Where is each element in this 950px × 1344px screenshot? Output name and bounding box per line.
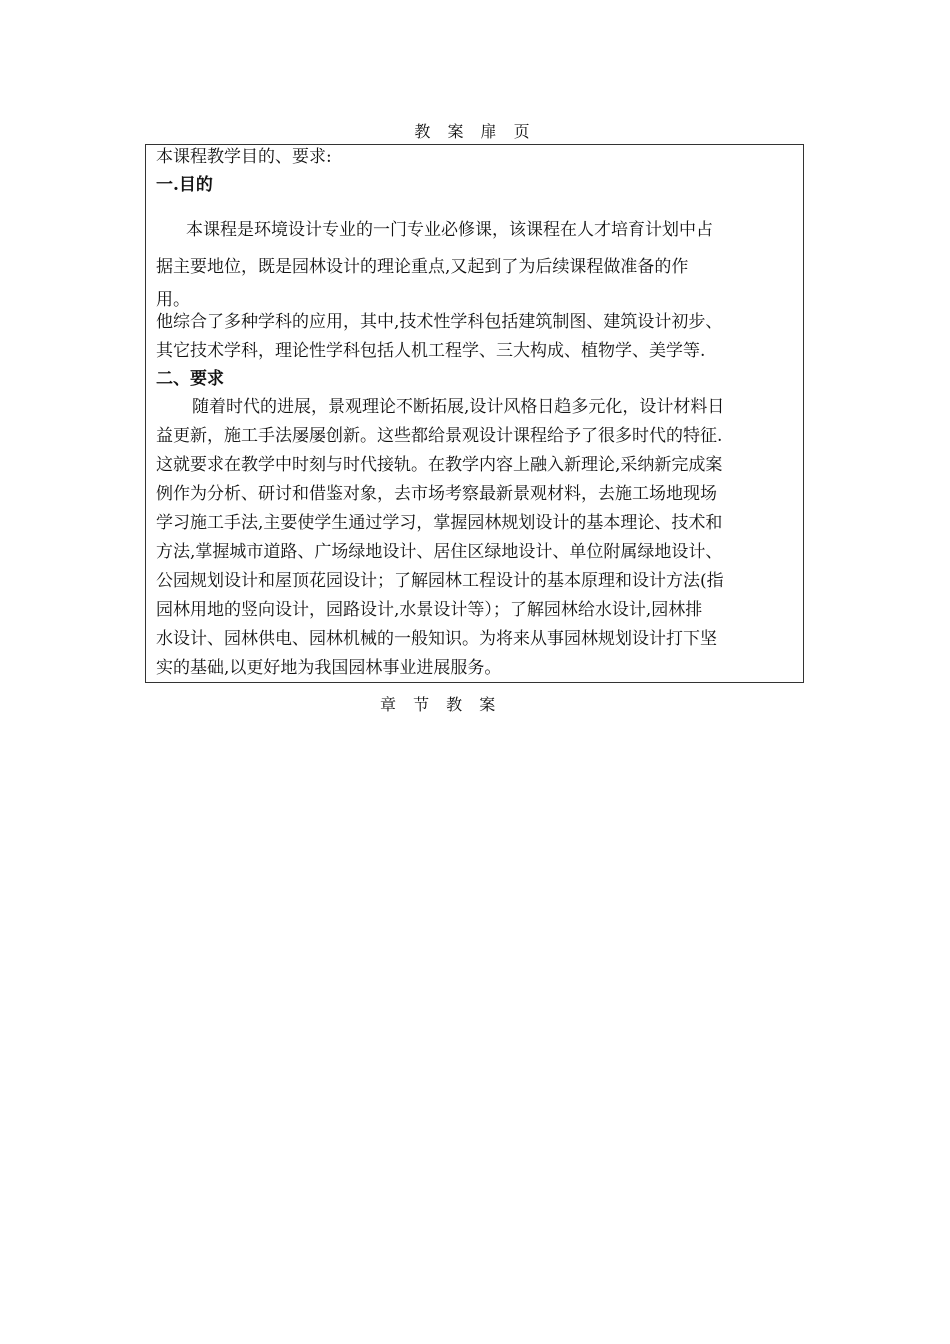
requirements-line: 学习施工手法,主要使学生通过学习，掌握园林规划设计的基本理论、技术和 (156, 513, 723, 533)
content-box (145, 144, 804, 683)
section-heading-purpose: 一.目的 (156, 175, 213, 195)
purpose-line: 他综合了多种学科的应用，其中,技术性学科包括建筑制图、建筑设计初步、 (156, 312, 723, 332)
purpose-line: 用。 (156, 290, 190, 310)
requirements-line: 方法,掌握城市道路、广场绿地设计、居住区绿地设计、单位附属绿地设计、 (156, 542, 723, 562)
purpose-line: 本课程是环境设计专业的一门专业必修课，该课程在人才培育计划中占 (186, 220, 713, 240)
intro-line: 本课程教学目的、要求: (156, 147, 332, 167)
requirements-line: 随着时代的进展，景观理论不断拓展,设计风格日趋多元化，设计材料日 (192, 397, 725, 417)
requirements-line: 例作为分析、研讨和借鉴对象，去市场考察最新景观材料，去施工场地现场 (156, 484, 717, 504)
requirements-line: 公园规划设计和屋顶花园设计；了解园林工程设计的基本原理和设计方法(指 (156, 571, 724, 591)
requirements-line: 园林用地的竖向设计，园路设计,水景设计等）；了解园林给水设计,园林排 (156, 600, 703, 620)
requirements-line: 这就要求在教学中时刻与时代接轨。在教学内容上融入新理论,采纳新完成案 (156, 455, 723, 475)
chapter-title: 章 节 教 案 (380, 695, 502, 714)
purpose-line: 其它技术学科，理论性学科包括人机工程学、三大构成、植物学、美学等. (156, 341, 706, 361)
section-heading-requirements: 二、要求 (156, 369, 224, 389)
purpose-line: 据主要地位，既是园林设计的理论重点,又起到了为后续课程做准备的作 (156, 257, 689, 277)
requirements-line: 实的基础,以更好地为我国园林事业进展服务。 (156, 658, 502, 678)
requirements-line: 益更新，施工手法屡屡创新。这些都给景观设计课程给予了很多时代的特征. (156, 426, 723, 446)
page-title: 教 案 扉 页 (414, 122, 536, 141)
requirements-line: 水设计、园林供电、园林机械的一般知识。为将来从事园林规划设计打下坚 (156, 629, 717, 649)
